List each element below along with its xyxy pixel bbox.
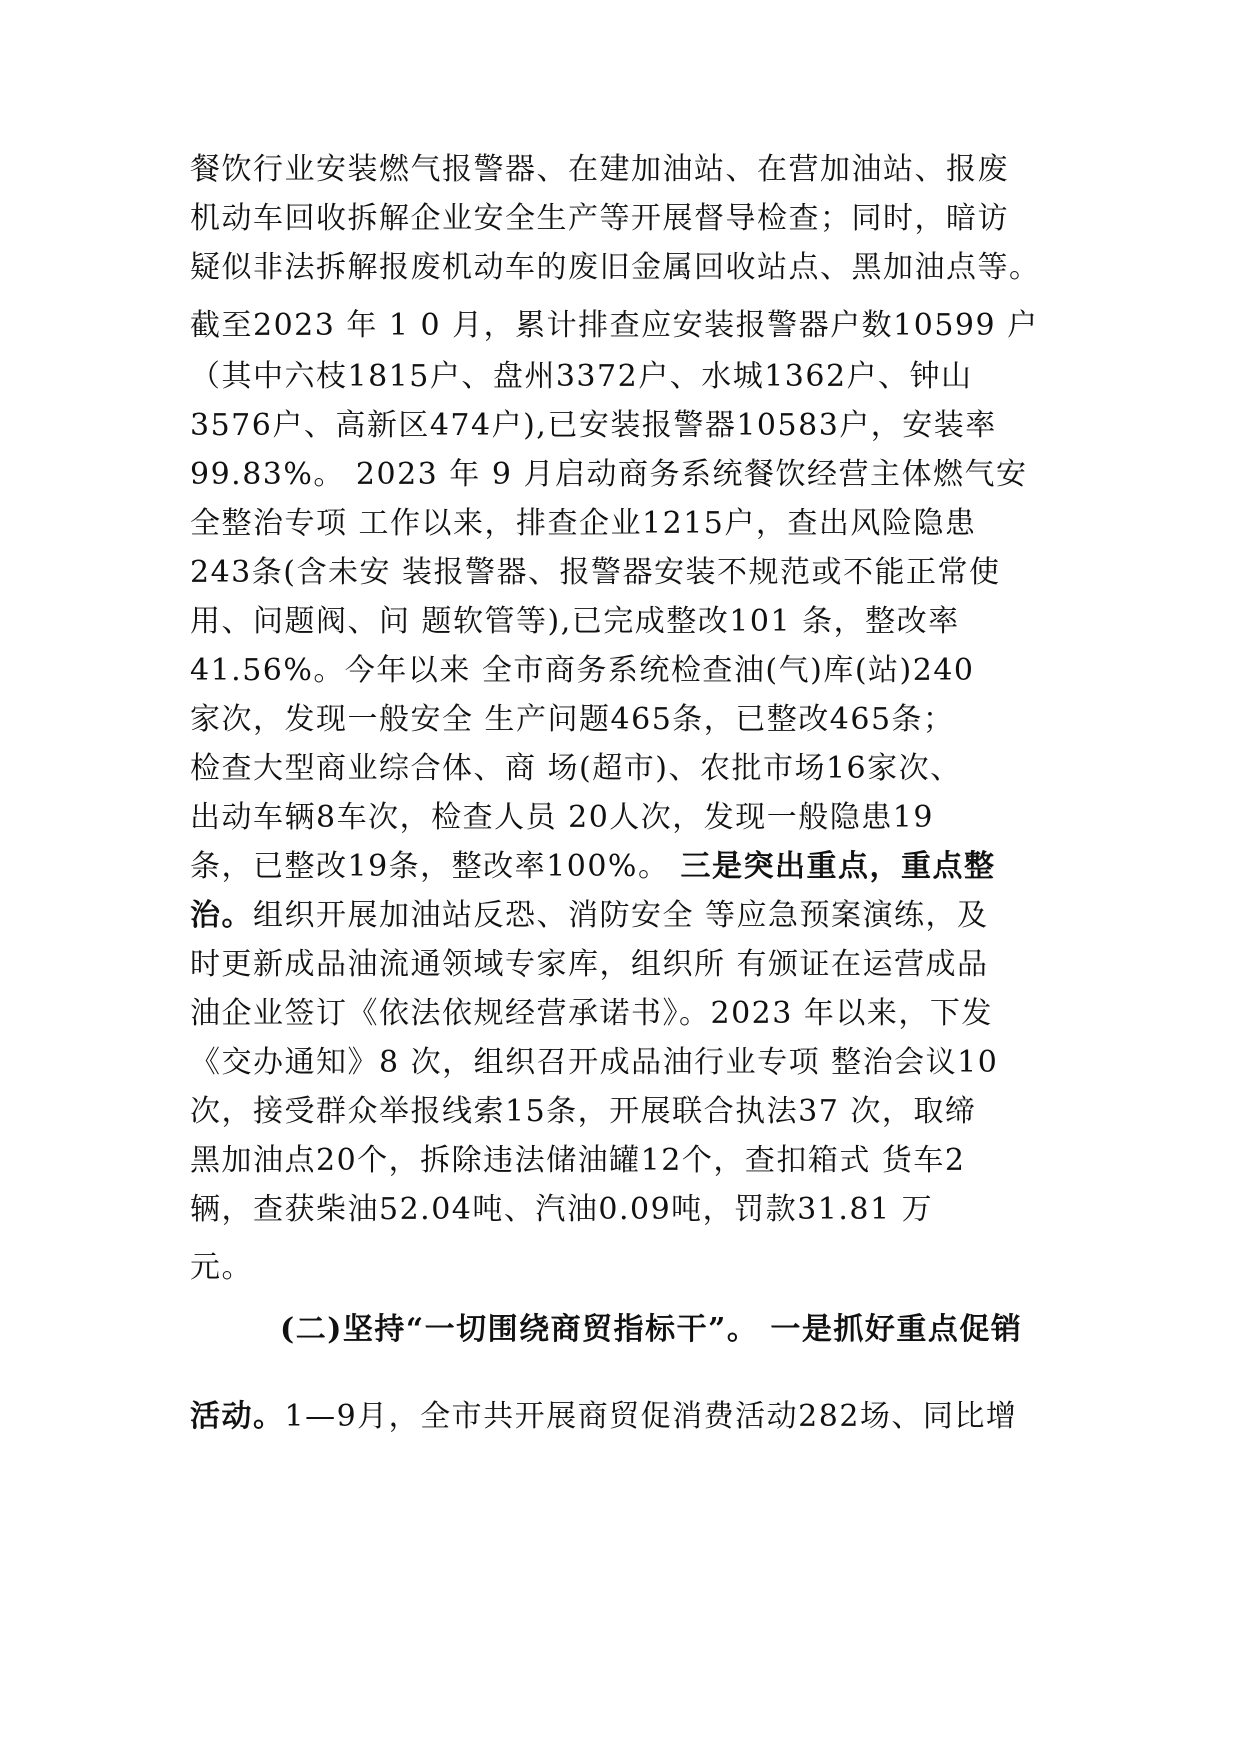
text-run: 截至2023 年 1 0 月，累计排查应安装报警器户数10599 户 xyxy=(190,308,1039,343)
body-line-7 xyxy=(190,455,1070,495)
body-line-13 xyxy=(190,749,1070,789)
body-line-22 xyxy=(190,1190,1070,1230)
text-run: 用、问题阀、问 题软管等),已完成整改101 条，整改率 xyxy=(190,604,960,639)
body-line-15 xyxy=(190,847,1070,887)
bold-heading-run: (二)坚持“一切围绕商贸指标干”。 一是抓好重点促销 xyxy=(280,1312,1023,1347)
text-run: 全整治专项 工作以来，排查企业1215户，查出风险隐患 xyxy=(190,506,977,541)
text-run: 1—9月，全市共开展商贸促消费活动282场、同比增 xyxy=(284,1399,1018,1434)
body-line-18 xyxy=(190,994,1070,1034)
text-run: 《交办通知》8 次，组织召开成品油行业专项 整治会议10 xyxy=(190,1045,999,1080)
text-run: 家次，发现一般安全 生产问题465条，已整改465条； xyxy=(190,702,955,737)
body-line-17 xyxy=(190,945,1070,985)
body-line-5 xyxy=(190,357,1070,397)
text-run: 时更新成品油流通领域专家库，组织所 有颁证在运营成品 xyxy=(190,947,989,982)
text-run: 次，接受群众举报线索15条，开展联合执法37 次，取缔 xyxy=(190,1094,977,1129)
body-line-12 xyxy=(190,700,1070,740)
bold-heading-run: 活动。 xyxy=(190,1399,285,1434)
body-line-23 xyxy=(190,1248,1070,1288)
body-line-20 xyxy=(190,1092,1070,1132)
body-line-2 xyxy=(190,199,1070,239)
text-run: 黑加油点20个，拆除违法储油罐12个，查扣箱式 货车2 xyxy=(190,1143,966,1178)
body-line-9 xyxy=(190,553,1070,593)
body-line-4 xyxy=(190,306,1070,346)
text-run: 3576户、高新区474户),已安装报警器10583户，安装率 xyxy=(190,408,997,443)
text-run: 组织开展加油站反恐、消防安全 等应急预案演练，及 xyxy=(253,898,989,933)
text-run: 检查大型商业综合体、商 场(超市)、农批市场16家次、 xyxy=(190,751,962,786)
body-line-10 xyxy=(190,602,1070,642)
text-run: （其中六枝1815户、盘州3372户、水城1362户、钟山 xyxy=(190,359,973,394)
body-line-11 xyxy=(190,651,1070,691)
text-run: 机动车回收拆解企业安全生产等开展督导检查；同时，暗访 xyxy=(190,201,1009,236)
body-line-19 xyxy=(190,1043,1070,1083)
body-line-8 xyxy=(190,504,1070,544)
text-run: 243条(含未安 装报警器、报警器安装不规范或不能正常使 xyxy=(190,555,1001,590)
text-run: 99.83%。 2023 年 9 月启动商务系统餐饮经营主体燃气安 xyxy=(190,457,1028,492)
section-heading xyxy=(280,1310,1070,1350)
text-run: 出动车辆8车次，检查人员 20人次，发现一般隐患19 xyxy=(190,800,934,835)
bold-heading-run: 三是突出重点，重点整 xyxy=(680,849,996,884)
body-line-21 xyxy=(190,1141,1070,1181)
body-line-3 xyxy=(190,248,1070,288)
body-line-14 xyxy=(190,798,1070,838)
bold-heading-run: 治。 xyxy=(190,898,253,933)
text-run: 41.56%。今年以来 全市商务系统检查油(气)库(站)240 xyxy=(190,653,975,688)
text-run: 辆，查获柴油52.04吨、汽油0.09吨，罚款31.81 万 xyxy=(190,1192,934,1227)
body-line-6 xyxy=(190,406,1070,446)
text-run: 餐饮行业安装燃气报警器、在建加油站、在营加油站、报废 xyxy=(190,152,1009,187)
text-run: 条，已整改19条，整改率100%。 xyxy=(190,849,681,884)
text-run: 疑似非法拆解报废机动车的废旧金属回收站点、黑加油点等。 xyxy=(190,250,1041,285)
text-run: 元。 xyxy=(190,1250,253,1285)
body-line-16 xyxy=(190,896,1070,936)
body-line-1 xyxy=(190,150,1070,190)
body-line-25 xyxy=(190,1397,1070,1437)
text-run: 油企业签订《依法依规经营承诺书》。2023 年以来，下发 xyxy=(190,996,993,1031)
